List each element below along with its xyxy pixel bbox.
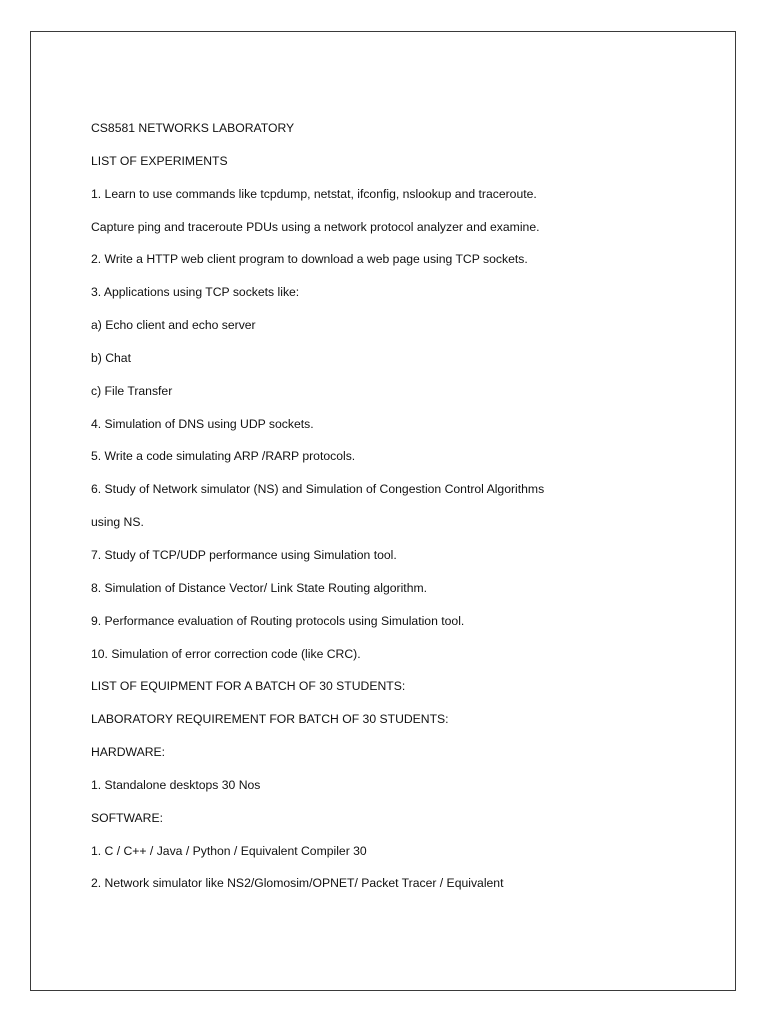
experiment-item: 9. Performance evaluation of Routing protocols using Simulation tool. bbox=[91, 613, 465, 628]
experiment-item: 7. Study of TCP/UDP performance using Simulation tool. bbox=[91, 547, 397, 562]
software-item: 1. C / C++ / Java / Python / Equivalent Compiler 30 bbox=[91, 843, 367, 858]
experiment-subitem: b) Chat bbox=[91, 350, 131, 365]
experiment-item-continuation: using NS. bbox=[91, 515, 144, 530]
experiment-subitem: c) File Transfer bbox=[91, 383, 173, 398]
experiment-item: 8. Simulation of Distance Vector/ Link State Routing algorithm. bbox=[91, 580, 428, 595]
experiment-item: 5. Write a code simulating ARP /RARP protocols. bbox=[91, 449, 356, 464]
experiment-item: 2. Write a HTTP web client program to download a web page using TCP sockets. bbox=[91, 252, 528, 267]
software-heading: SOFTWARE: bbox=[91, 810, 163, 825]
experiment-item: 10. Simulation of error correction code (like CRC). bbox=[91, 646, 361, 661]
hardware-heading: HARDWARE: bbox=[91, 745, 166, 760]
experiment-item: 6. Study of Network simulator (NS) and Simulation of Congestion Control Algorithms bbox=[91, 482, 545, 497]
experiments-heading: LIST OF EXPERIMENTS bbox=[91, 153, 228, 168]
experiment-item-continuation: Capture ping and traceroute PDUs using a network protocol analyzer and examine. bbox=[91, 219, 540, 234]
experiment-subitem: a) Echo client and echo server bbox=[91, 318, 256, 333]
course-title: CS8581 NETWORKS LABORATORY bbox=[91, 121, 295, 135]
document-body bbox=[91, 119, 544, 907]
experiment-item: 4. Simulation of DNS using UDP sockets. bbox=[91, 416, 314, 431]
experiment-item: 3. Applications using TCP sockets like: bbox=[91, 285, 300, 300]
software-item: 2. Network simulator like NS2/Glomosim/OPNET/ Packet Tracer / Equivalent bbox=[91, 876, 504, 891]
hardware-item: 1. Standalone desktops 30 Nos bbox=[91, 777, 261, 792]
equipment-heading: LIST OF EQUIPMENT FOR A BATCH OF 30 STUDENTS: bbox=[91, 679, 406, 694]
document-page bbox=[30, 31, 736, 991]
experiment-item: 1. Learn to use commands like tcpdump, netstat, ifconfig, nslookup and traceroute. bbox=[91, 186, 537, 201]
requirement-heading: LABORATORY REQUIREMENT FOR BATCH OF 30 STUDENTS: bbox=[91, 712, 449, 727]
